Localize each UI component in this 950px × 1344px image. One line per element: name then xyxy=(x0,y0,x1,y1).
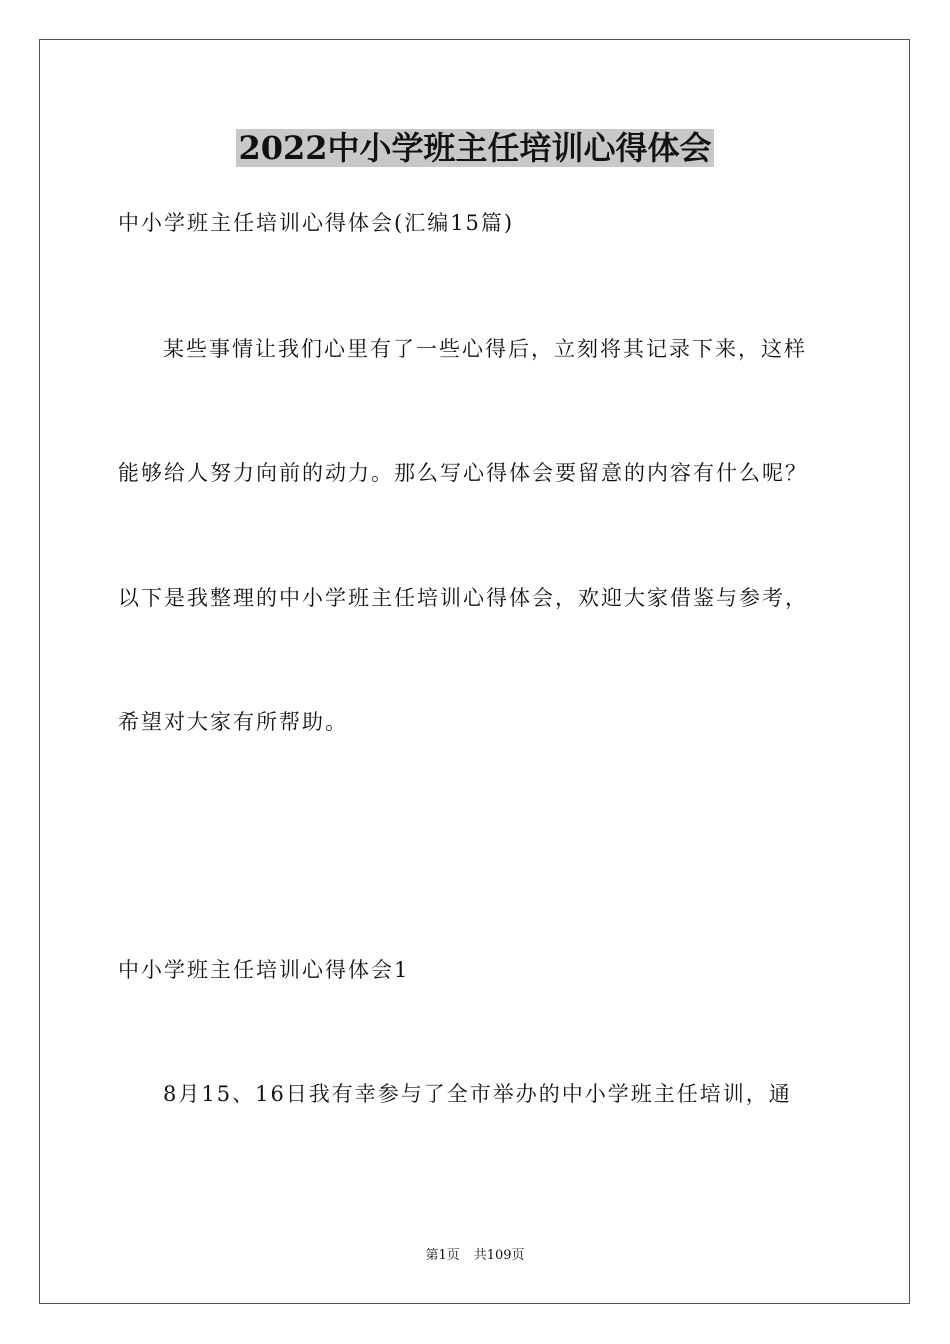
document-title-text: 2022中小学班主任培训心得体会 xyxy=(238,129,712,167)
document-subtitle: 中小学班主任培训心得体会(汇编15篇) xyxy=(118,211,515,235)
intro-line-2: 能够给人努力向前的动力。那么写心得体会要留意的内容有什么呢？ xyxy=(118,461,808,485)
section-paragraph-line: 8月15、16日我有幸参与了全市举办的中小学班主任培训，通 xyxy=(163,1082,792,1106)
page-footer xyxy=(0,1246,950,1266)
section-heading: 中小学班主任培训心得体会1 xyxy=(118,958,410,982)
page-total: 共109页 xyxy=(473,1248,525,1263)
intro-line-1: 某些事情让我们心里有了一些心得后，立刻将其记录下来，这样 xyxy=(163,337,807,361)
intro-line-3: 以下是我整理的中小学班主任培训心得体会，欢迎大家借鉴与参考， xyxy=(118,586,808,610)
page-number: 第1页 xyxy=(425,1248,460,1263)
document-title xyxy=(0,126,950,170)
intro-line-4: 希望对大家有所帮助。 xyxy=(118,710,348,734)
